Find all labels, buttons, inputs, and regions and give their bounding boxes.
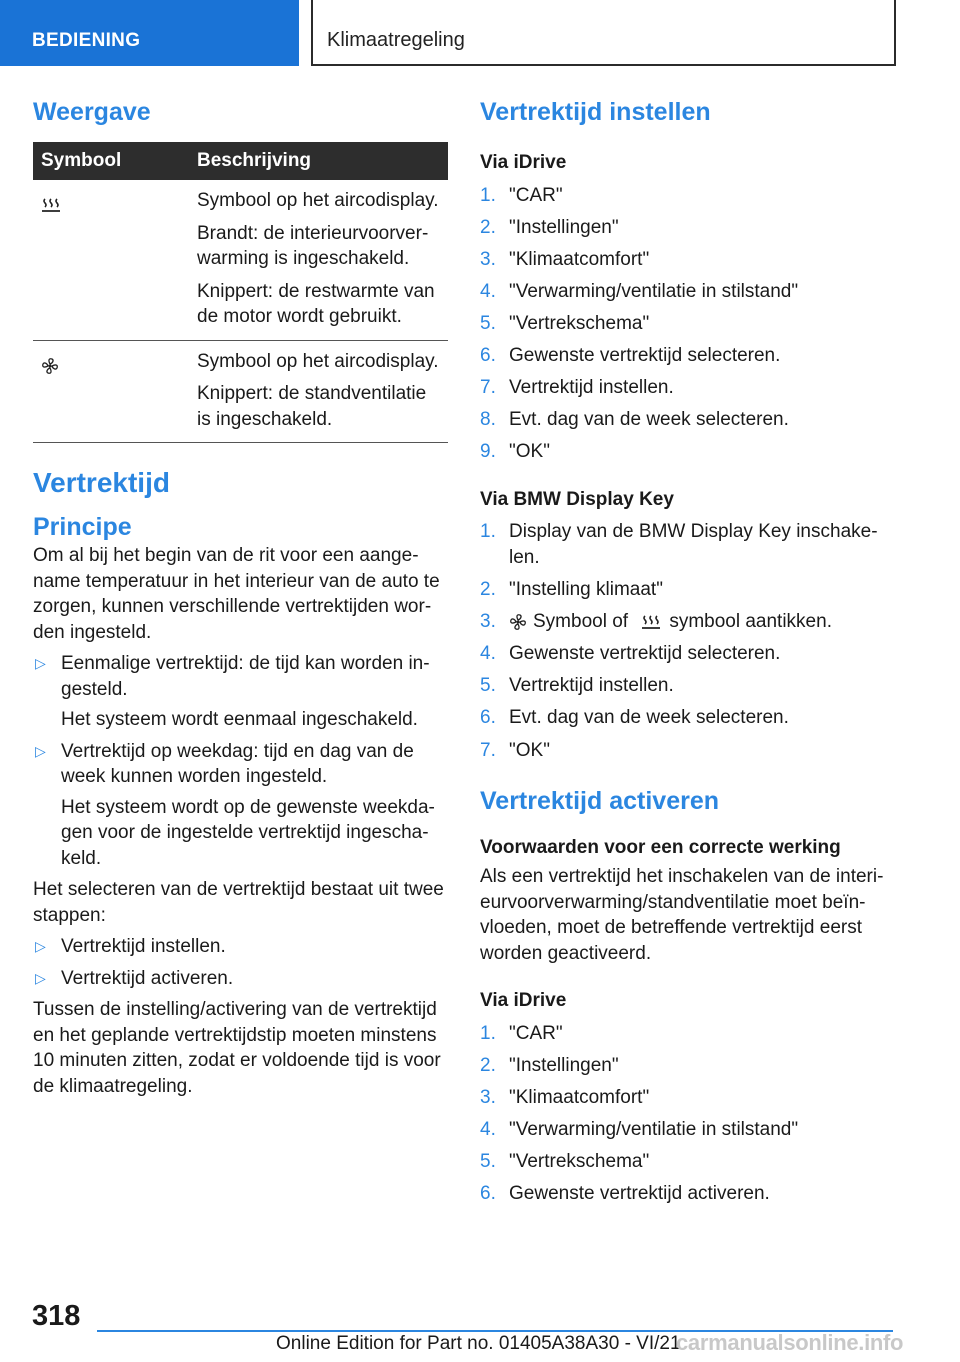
step-number: 1. (480, 184, 496, 206)
step-item (480, 1181, 900, 1207)
list-item (33, 739, 448, 872)
step-item (480, 215, 900, 241)
step-item (480, 519, 900, 570)
step-item (480, 738, 900, 764)
idrive2-steps-list (480, 1021, 900, 1207)
triangle-bullet-icon: ▷ (35, 969, 46, 986)
step-number: 2. (480, 216, 496, 238)
page-header (0, 0, 960, 66)
step-item (480, 609, 900, 635)
step-number: 6. (480, 707, 496, 729)
step-text: "Klimaatcomfort" (509, 248, 650, 270)
triangle-bullet-icon: ▷ (35, 655, 46, 671)
list-item-text: Vertrektijd instellen. (61, 936, 226, 957)
description-line: Symbool op het aircodisplay. (197, 350, 439, 372)
step-text: Symbool of (533, 611, 629, 633)
step-text: "CAR" (509, 184, 563, 206)
step-item (480, 439, 900, 465)
page-number: 318 (32, 1300, 81, 1332)
fan-icon (41, 357, 59, 375)
list-item-subtext: Het systeem wordt op de gewenste weekdagen voor de ingestelde vertrektijd ingeschakeld. (61, 796, 435, 869)
step-number: 5. (480, 312, 496, 334)
step-number: 6. (480, 345, 496, 367)
step-number: 9. (480, 441, 496, 463)
step-text: Vertrektijd instellen. (509, 377, 674, 399)
symbol-table (33, 142, 448, 443)
vertrektijd-types-list (33, 651, 448, 871)
step-number: 3. (480, 248, 496, 270)
closing-text: Tussen de instelling/activering van de vertrektijd en het geplande vertrektijdstip moeten minstens 10 minuten zitten, zodat er voldoende tijd is voor de klimaatregeling. (33, 999, 441, 1097)
table-row (33, 340, 448, 443)
list-item (33, 934, 448, 960)
table-cell-symbol (33, 180, 191, 340)
table-col-symbool: Symbool (33, 142, 191, 180)
step-item (480, 1085, 900, 1111)
step-text: "Verwarming/ventilatie in stilstand" (509, 1118, 799, 1140)
voorwaarden-heading: Voorwaarden voor een correcte werking (480, 837, 841, 858)
step-number: 3. (480, 1086, 496, 1108)
list-item-text: Eenmalige vertrektijd: de tijd kan worden ingesteld. (61, 653, 430, 700)
step-text: "OK" (509, 441, 550, 463)
step-item (480, 673, 900, 699)
step-item (480, 375, 900, 401)
table-cell-description (191, 180, 448, 340)
step-text: "Klimaatcomfort" (509, 1086, 650, 1108)
description-line: Brandt: de interieurvoorverwarming is ingeschakeld. (197, 222, 429, 269)
step-number: 2. (480, 1054, 496, 1076)
triangle-bullet-icon: ▷ (35, 938, 46, 954)
step-text: "Verwarming/ventilatie in stilstand" (509, 280, 799, 302)
idrive-heading: Via iDrive (480, 152, 567, 173)
step-item (480, 279, 900, 305)
step-text: Evt. dag van de week selecteren. (509, 707, 789, 729)
step-text: Vertrektijd instellen. (509, 675, 674, 697)
step-number: 4. (480, 1118, 496, 1140)
step-number: 8. (480, 409, 496, 431)
step-number: 7. (480, 739, 496, 761)
step-text: "CAR" (509, 1022, 563, 1044)
step-item (480, 1053, 900, 1079)
table-cell-symbol (33, 340, 191, 443)
step-item (480, 407, 900, 433)
step-item (480, 1149, 900, 1175)
left-column (33, 96, 448, 1099)
step-text: "Vertrekschema" (509, 1150, 650, 1172)
edition-text: Online Edition for Part no. 01405A38A30 - VI/21 (276, 1333, 681, 1354)
table-col-beschrijving: Beschrijving (191, 142, 448, 180)
step-item (480, 641, 900, 667)
heat-waves-icon (41, 197, 61, 213)
right-column (480, 96, 900, 1207)
watermark: carmanualsonline.info (676, 1330, 904, 1355)
step-text: "Vertrekschema" (509, 312, 650, 334)
step-text: Gewenste vertrektijd selecteren. (509, 643, 781, 665)
step-number: 1. (480, 521, 496, 543)
list-item (33, 966, 448, 992)
displaykey-heading: Via BMW Display Key (480, 488, 674, 510)
step-item (480, 577, 900, 603)
displaykey-steps-list (480, 519, 900, 763)
list-item (33, 651, 448, 733)
step-text: Gewenste vertrektijd activeren. (509, 1183, 770, 1205)
list-item-subtext: Het systeem wordt eenmaal ingeschakeld. (61, 709, 418, 730)
description-line: Knippert: de standventilatie is ingeschakeld. (197, 383, 427, 430)
step-item (480, 705, 900, 731)
step-text: symbool aantikken. (669, 611, 832, 633)
activeren-heading: Vertrektijd activeren (480, 787, 720, 815)
description-line: Symbool op het aircodisplay. (197, 190, 439, 211)
step-item (480, 1117, 900, 1143)
step-text: Evt. dag van de week selecteren. (509, 409, 789, 431)
step-text: Gewenste vertrektijd selecteren. (509, 345, 781, 367)
step-text: "Instellingen" (509, 1054, 619, 1076)
section-title: BEDIENING (32, 30, 141, 51)
steps-overview-list (33, 934, 448, 991)
step-number: 2. (480, 579, 496, 601)
chapter-tab (311, 0, 896, 66)
section-tab (0, 0, 299, 66)
step-item (480, 343, 900, 369)
step-item (480, 1021, 900, 1047)
principe-text: Om al bij het begin van de rit voor een aangename temperatuur in het interieur van de auto te zorgen, kunnen verschillende vertrektijden worden ingesteld. (33, 545, 440, 643)
step-text: Display van de BMW Display Key inschakelen. (509, 521, 878, 568)
list-item-text: Vertrektijd op weekdag: tijd en dag van de week kunnen worden ingesteld. (61, 740, 414, 787)
step-number: 4. (480, 643, 496, 665)
principe-heading: Principe (33, 513, 132, 541)
step-item (480, 247, 900, 273)
idrive-steps-list (480, 183, 900, 465)
chapter-title: Klimaatregeling (327, 29, 465, 51)
step-item (480, 311, 900, 337)
table-header-row (33, 142, 448, 180)
idrive2-heading: Via iDrive (480, 990, 567, 1011)
voorwaarden-text: Als een vertrektijd het inschakelen van de interieurvoorverwarming/standventilatie moet beïnvloeden, moet de betreffende vertrektijd eerst worden geactiveerd. (480, 866, 884, 964)
step-text: "Instelling klimaat" (509, 579, 663, 601)
step-text: "Instellingen" (509, 216, 619, 238)
description-line: Knippert: de restwarmte van de motor wordt gebruikt. (197, 280, 435, 327)
step-number: 1. (480, 1022, 496, 1044)
select-text: Het selecteren van de vertrektijd bestaat uit twee stappen: (33, 879, 444, 926)
fan-icon (509, 613, 527, 631)
weergave-heading: Weergave (33, 98, 151, 126)
step-number: 6. (480, 1183, 496, 1205)
triangle-bullet-icon: ▷ (35, 742, 46, 759)
step-number: 5. (480, 675, 496, 697)
heat-waves-icon (641, 614, 661, 630)
step-item (480, 183, 900, 209)
table-row (33, 180, 448, 340)
list-item-text: Vertrektijd activeren. (61, 967, 234, 989)
step-number: 3. (480, 611, 496, 633)
step-number: 4. (480, 280, 496, 302)
step-number: 5. (480, 1150, 496, 1172)
table-cell-description (191, 340, 448, 443)
step-text: "OK" (509, 739, 550, 761)
step-number: 7. (480, 377, 496, 399)
vertrektijd-heading: Vertrektijd (33, 467, 170, 498)
instellen-heading: Vertrektijd instellen (480, 98, 711, 126)
